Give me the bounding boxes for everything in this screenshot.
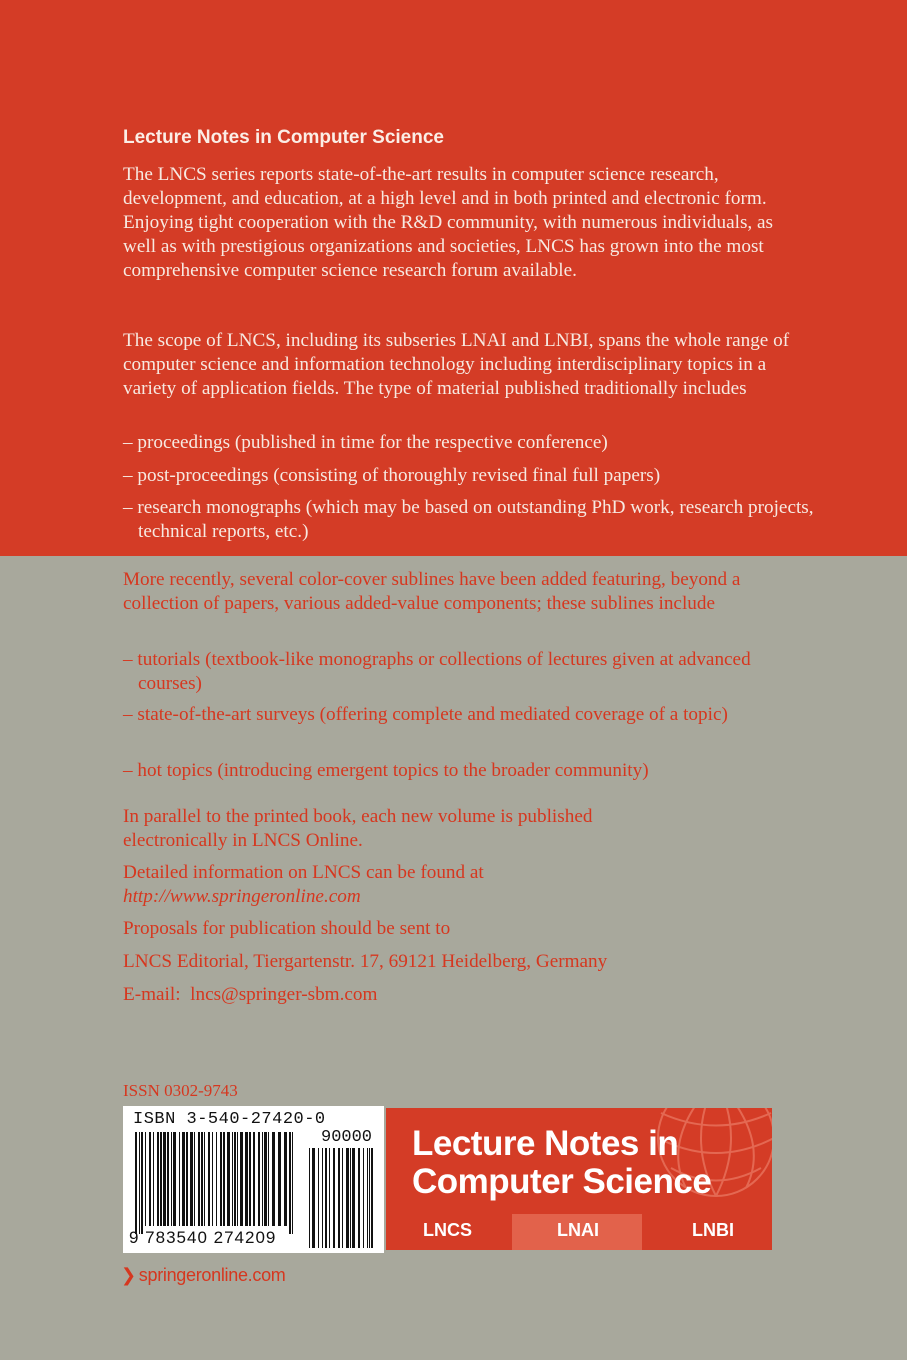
barcode-bar — [338, 1148, 340, 1248]
series-heading: Lecture Notes in Computer Science — [123, 127, 444, 148]
barcode-bar — [262, 1132, 263, 1226]
barcode-bar — [163, 1132, 166, 1226]
logo-label-lnbi: LNBI — [692, 1220, 734, 1240]
barcode-bar — [232, 1132, 233, 1226]
top-red-panel — [0, 0, 907, 556]
barcode-bar — [220, 1132, 222, 1226]
barcode-bar — [240, 1132, 243, 1226]
chevron-right-icon: ❯ — [121, 1265, 136, 1285]
barcode-bar — [249, 1132, 251, 1226]
barcode-bar — [312, 1148, 315, 1248]
intro-paragraph: The LNCS series reports state-of-the-art results in computer science research, development, and education, at a high level and in both printed and electronic form. Enjoying tight cooperation with the R&D community, with numerous individuals, as well as with prestigious organizations and societies, LNCS has grown into the most comprehensive computer science research forum available. — [123, 164, 773, 281]
barcode-bar — [201, 1132, 203, 1226]
barcode-bar — [333, 1148, 335, 1248]
barcode-bar — [268, 1132, 269, 1226]
info-paragraph — [123, 861, 803, 909]
barcode-bar — [173, 1132, 176, 1226]
barcode-bar — [208, 1132, 210, 1226]
barcode-bar — [278, 1132, 281, 1226]
barcode-bar — [160, 1132, 162, 1226]
isbn-text: ISBN 3-540-27420-0 — [133, 1110, 326, 1129]
barcode-bar — [149, 1132, 151, 1226]
list-item-proceedings: – proceedings (published in time for the respective conference) — [123, 432, 608, 453]
barcode-bar — [135, 1132, 137, 1234]
barcode-bar — [171, 1132, 172, 1226]
barcode-bar — [284, 1132, 287, 1226]
barcode-bar — [350, 1148, 351, 1248]
barcode-bar — [325, 1148, 327, 1248]
publisher-link[interactable] — [121, 1265, 285, 1286]
proposals-text: Proposals for publication should be sent to — [123, 918, 451, 939]
publisher-link-text: springeronline.com — [138, 1265, 286, 1285]
isbn-barcode — [123, 1106, 384, 1253]
ean-digits: 9 783540 274209 — [129, 1228, 277, 1247]
barcode-bar — [322, 1148, 323, 1248]
barcode-bar — [289, 1132, 291, 1234]
scope-paragraph: The scope of LNCS, including its subseries LNAI and LNBI, spans the whole range of computer science and information technology including interdisciplinary topics in a variety of application fields. The type of material published traditionally includes — [123, 330, 790, 399]
info-text: Detailed information on LNCS can be found at — [123, 862, 484, 883]
logo-line-2: Computer Science — [412, 1162, 712, 1201]
barcode-bar — [179, 1132, 180, 1226]
list-item-surveys: – state-of-the-art surveys (offering complete and mediated coverage of a topic) — [123, 704, 728, 725]
bottom-grey-panel — [0, 556, 907, 1360]
barcode-bar — [198, 1132, 200, 1226]
barcode-bar — [223, 1132, 225, 1226]
isbn-addon-digits: 90000 — [321, 1128, 373, 1147]
barcode-bar — [157, 1132, 159, 1226]
logo-label-lncs: LNCS — [423, 1220, 472, 1240]
barcode-bar — [139, 1132, 140, 1234]
list-item-research-monographs: – research monographs (which may be based on outstanding PhD work, research projects, technical reports, etc.) — [123, 497, 814, 542]
barcode-bar — [245, 1132, 248, 1226]
list-item-hot-topics: – hot topics (introducing emergent topics to the broader community) — [123, 760, 649, 781]
barcode-bar — [342, 1148, 343, 1248]
online-paragraph: In parallel to the printed book, each new volume is published electronically in LNCS Online. — [123, 806, 593, 851]
barcode-bar — [253, 1132, 255, 1226]
barcode-bar — [194, 1132, 195, 1226]
barcode-bar — [352, 1148, 355, 1248]
barcode-bar — [182, 1132, 185, 1226]
barcode-bar — [363, 1148, 364, 1248]
sublines-paragraph: More recently, several color-cover sublines have been added featuring, beyond a collection of papers, various added-value components; these sublines include — [123, 569, 741, 614]
barcode-bar — [272, 1132, 275, 1226]
barcode-bar — [367, 1148, 368, 1248]
barcode-bar — [258, 1132, 260, 1226]
email-label: E-mail: — [123, 984, 181, 1005]
email-link[interactable]: lncs@springer-sbm.com — [190, 984, 378, 1005]
barcode-bar — [216, 1132, 217, 1226]
barcode-bar — [371, 1148, 373, 1248]
barcode-bar — [318, 1148, 319, 1248]
list-item-tutorials: – tutorials (textbook-like monographs or collections of lectures given at advanced courses) — [123, 649, 751, 694]
logo-label-lnai: LNAI — [557, 1220, 599, 1240]
address-text: LNCS Editorial, Tiergartenstr. 17, 69121 Heidelberg, Germany — [123, 951, 608, 972]
barcode-bar — [237, 1132, 238, 1226]
barcode-bar — [204, 1132, 205, 1226]
barcode-bar — [369, 1148, 370, 1248]
barcode-bar — [309, 1148, 310, 1248]
barcode-bar — [234, 1132, 236, 1226]
issn-number: ISSN 0302-9743 — [123, 1081, 238, 1100]
list-item-post-proceedings: – post-proceedings (consisting of thoroughly revised final full papers) — [123, 465, 661, 486]
barcode-bar — [186, 1132, 188, 1226]
barcode-bar — [227, 1132, 230, 1226]
logo-line-1: Lecture Notes in — [412, 1124, 679, 1163]
info-url-link[interactable]: http://www.springeronline.com — [123, 886, 361, 907]
barcode-bar — [167, 1132, 169, 1226]
barcode-bar — [145, 1132, 146, 1226]
barcode-bar — [292, 1132, 293, 1234]
barcode-bar — [264, 1132, 267, 1226]
barcode-bar — [329, 1148, 330, 1248]
barcode-bar — [153, 1132, 154, 1226]
barcode-bar — [141, 1132, 143, 1234]
email-line — [123, 983, 803, 1007]
barcode-bar — [358, 1148, 360, 1248]
lncs-logo — [386, 1108, 772, 1250]
barcode-bar — [346, 1148, 349, 1248]
barcode-bar — [190, 1132, 193, 1226]
barcode-bar — [212, 1132, 213, 1226]
